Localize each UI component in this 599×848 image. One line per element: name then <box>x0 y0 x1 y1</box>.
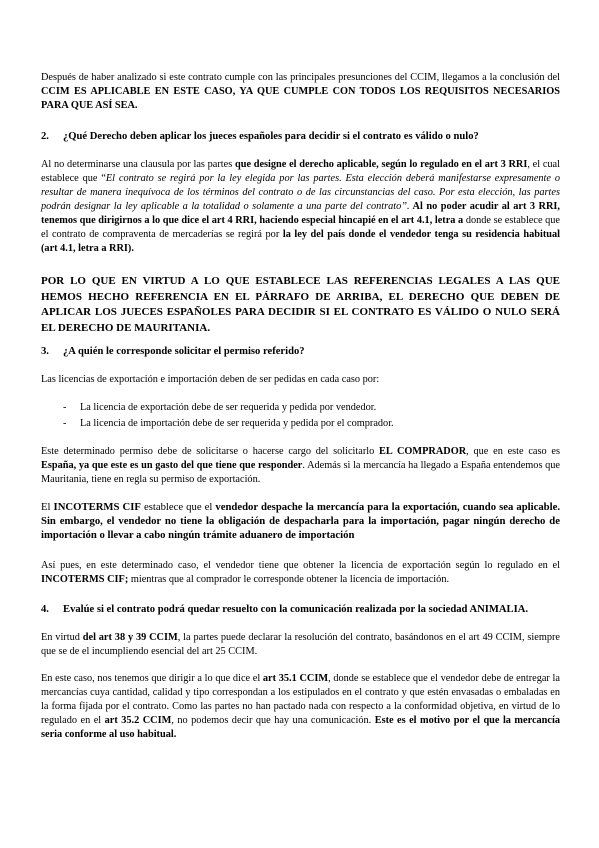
paragraph-text: Así pues, en este determinado caso, el vendedor tiene que obtener la licencia de exportación según lo regulado en el <box>41 560 560 571</box>
paragraph-text: En este caso, nos tenemos que dirigir a lo que dice el <box>41 673 263 684</box>
question-text: ¿A quién le corresponde solicitar el permiso referido? <box>63 346 305 357</box>
question-text: ¿Qué Derecho deben aplicar los jueces españoles para decidir si el contrato es válido o nulo? <box>63 131 479 142</box>
paragraph-text: , el cual establece que “ <box>41 159 560 184</box>
paragraph-resolution <box>41 631 560 659</box>
paragraph-bold-text: INCOTERMS CIF; <box>41 574 129 585</box>
paragraph-bold-text: vendedor despache la mercancía para la exportación, cuando sea aplicable. Sin embargo, el vendedor no tiene la obligación de despacharla para la importación, pagar ningún derecho de importación o llevar a cabo ningún trámite aduanero de importación <box>41 501 561 541</box>
paragraph-text: El <box>41 501 54 513</box>
paragraph-text: establece que el <box>140 501 216 513</box>
paragraph-bold-text: art 35.2 CCIM <box>104 715 172 726</box>
paragraph-licenses-intro <box>41 373 560 387</box>
question-number: 3. <box>41 346 49 357</box>
paragraph-text: donde se establece que el contrato de compraventa de mercaderías se regirá por <box>41 215 560 240</box>
list-bullet: - <box>63 418 67 429</box>
paragraph-conformity <box>41 672 560 742</box>
question-text: Evalúe si el contrato podrá quedar resuelto con la comunicación realizada por la sociedad ANIMALIA. <box>63 604 529 615</box>
paragraph-bold-text: del art 38 y 39 CCIM <box>82 632 178 643</box>
paragraph-italic-quote: El contrato se regirá por la ley elegida por las partes. Esta elección deberá manifestarse expresamente o resultar de manera inequívoca de los términos del contrato o de las circunstancias del caso. Por esta elección, las partes podrán designar la ley aplicable a la totalidad o solamente a una parte del contrato”. <box>41 173 560 212</box>
paragraph-text: Este determinado permiso debe de solicitarse o hacerse cargo del solicitarlo <box>41 446 380 457</box>
list-item <box>63 417 553 431</box>
paragraph-bold-text: EL COMPRADOR <box>379 446 467 457</box>
paragraph-conclusion <box>41 71 560 113</box>
question-heading-2 <box>41 130 560 144</box>
paragraph-text: Después de haber analizado si este contrato cumple con las principales presunciones del CCIM, llegamos a la conclusión del <box>41 72 560 83</box>
list-item-text: La licencia de importación debe de ser requerida y pedida por el comprador. <box>80 418 394 429</box>
paragraph-bold-text: que designe el derecho aplicable, según lo regulado en el art 3 RRI <box>234 159 528 170</box>
paragraph-bold-text: la ley del país donde el vendedor tenga su residencia habitual (art 4.1, letra a RRI). <box>41 229 561 254</box>
question-heading-3 <box>41 345 560 359</box>
question-number: 2. <box>41 131 49 142</box>
paragraph-uppercase-conclusion <box>41 274 560 336</box>
question-heading-4 <box>41 603 560 617</box>
paragraph-bold-text: Este es el motivo por el que la mercancía seria conforme al uso habitual. <box>41 715 560 740</box>
paragraph-text: , no podemos decir que hay una comunicación. <box>171 715 375 726</box>
list-item <box>63 401 553 415</box>
paragraph-bold-text: Al no poder acudir al art 3 RRI, tenemos que dirigirnos a lo que dice el art 4 RRI, haciendo especial hincapié en el art 4.1, letra a <box>41 201 561 226</box>
paragraph-text: mientras que al comprador le corresponde obtener la licencia de importación. <box>128 574 450 585</box>
paragraph-applicable-law <box>41 158 560 256</box>
paragraph-text: , que en este caso es <box>466 446 560 457</box>
paragraph-bold-caps-text: POR LO QUE EN VIRTUD A LO QUE ESTABLECE LAS REFERENCIAS LEGALES A LAS QUE HEMOS HECHO REFERENCIA EN EL PÁRRAFO DE ARRIBA, EL DERECHO QUE DEBEN DE APLICAR LOS JUECES ESPAÑOLES PARA DECIDIR SI EL CONTRATO ES VÁLIDO O NULO SERÁ EL DERECHO DE MAURITANIA. <box>41 275 560 334</box>
paragraph-bold-text: INCOTERMS CIF <box>53 501 141 513</box>
paragraph-export-license <box>41 559 560 587</box>
paragraph-buyer <box>41 445 560 487</box>
paragraph-text: . Además si la mercancía ha llegado a España entendemos que Mauritania, tiene en regla su permiso de exportación. <box>41 460 561 485</box>
question-number: 4. <box>41 604 49 615</box>
paragraph-bold-text: España, ya que este es un gasto del que tiene que responder <box>41 460 303 471</box>
paragraph-text: , donde se establece que el vendedor debe de entregar la mercancías cuya cantidad, calidad y tipo correspondan a los estipulados en el contrato y que estén envasadas o embaladas en la forma fijada por el contrato. Como las partes no han pactado nada con respecto a la conformidad objetiva, en virtud de lo regulado en el <box>41 673 560 726</box>
list-item-text: La licencia de exportación debe de ser requerida y pedida por vendedor. <box>80 402 377 413</box>
paragraph-text: , la partes puede declarar la resolución del contrato, basándonos en el art 49 CCIM, siempre que se de el incumpliendo esencial del art 25 CCIM. <box>41 632 560 657</box>
list-bullet: - <box>63 402 67 413</box>
paragraph-text: Al no determinarse una clausula por las partes <box>41 159 235 170</box>
paragraph-bold-text: art 35.1 CCIM <box>262 673 329 684</box>
paragraph-text: En virtud <box>41 632 83 643</box>
paragraph-incoterms <box>41 500 560 542</box>
paragraph-bold-text: CCIM ES APLICABLE EN ESTE CASO, YA QUE CUMPLE CON TODOS LOS REQUISITOS NECESARIOS PARA QUE ASÍ SEA. <box>41 86 560 111</box>
paragraph-text: Las licencias de exportación e importación deben de ser pedidas en cada caso por: <box>41 374 380 385</box>
